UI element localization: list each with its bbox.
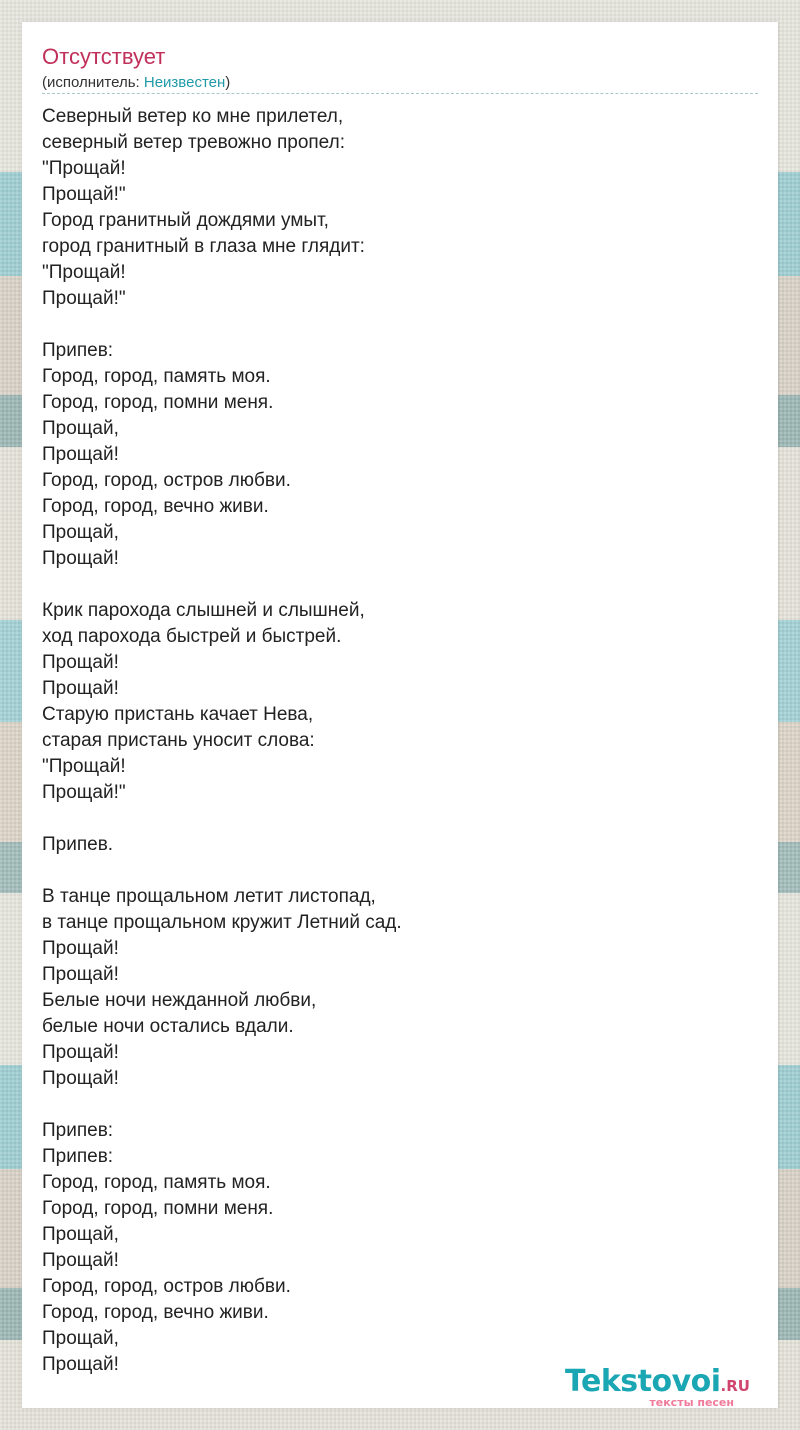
lyrics-text: Северный ветер ко мне прилетел, северный ветер тревожно пропел: "Прощай! Прощай!" Город гранитный дождями умыт, город гранитный в глаза мне глядит: "Прощай! Прощай!" Припев: Город, город, память моя. Город, город, помни меня. Прощай, Прощай! Город, город, остров любви. Город, город, вечно живи. Прощай, Прощай! Крик парохода слышней и слышней, ход парохода быстрей и быстрей. Прощай! Прощай! Старую пристань качает Нева, старая пристань уносит слова: "Прощай! Прощай!" Припев. В танце прощальном летит листопад, в танце прощальном кружит Летний сад. Прощай! Прощай! Белые ночи нежданной любви, белые ночи остались вдали. Прощай! Прощай! Припев: Припев: Город, город, память моя. Город, город, помни меня. Прощай, Прощай! Город, город, остров любви. Город, город, вечно живи. Прощай, Прощай! (42, 106, 402, 1375)
title-divider (42, 93, 758, 94)
logo-tld: .RU (720, 1377, 750, 1395)
logo-main-text: Tekstovoi (565, 1364, 721, 1399)
song-title: Отсутствует (42, 44, 166, 69)
logo-subtitle: тексты песен (649, 1396, 734, 1409)
artist-prefix: (исполнитель: (42, 74, 144, 91)
site-logo[interactable] (565, 1366, 770, 1408)
artist-link[interactable]: Неизвестен (143, 74, 226, 91)
artist-suffix: ) (225, 74, 231, 91)
lyrics-card (22, 22, 778, 1408)
artist-line (42, 73, 230, 93)
